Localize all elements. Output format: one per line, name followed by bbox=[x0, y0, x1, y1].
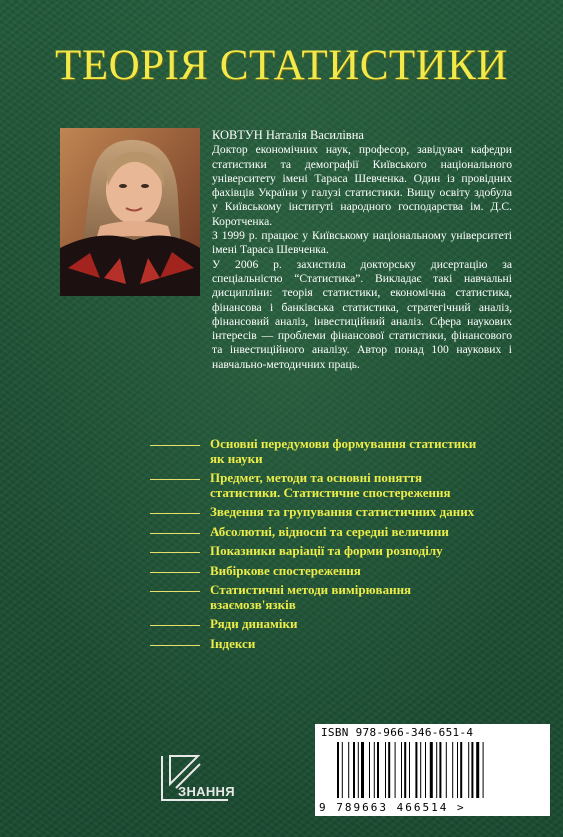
toc-item-text: Абсолютні, відносні та середні величини bbox=[210, 523, 449, 539]
publisher-logo bbox=[158, 748, 258, 804]
barcode-bar bbox=[420, 742, 421, 798]
barcode-bar bbox=[409, 742, 410, 798]
toc-leader-line bbox=[150, 625, 200, 626]
barcode-bar bbox=[457, 742, 458, 798]
barcode-bar bbox=[337, 742, 339, 798]
isbn-barcode-box bbox=[315, 724, 550, 816]
toc-item bbox=[150, 544, 480, 559]
barcode-bar bbox=[483, 742, 484, 798]
toc-item-text: Показники варіації та форми розподілу bbox=[210, 543, 443, 558]
toc-item bbox=[150, 437, 480, 466]
barcode-bar bbox=[385, 742, 386, 798]
toc-item bbox=[150, 583, 480, 612]
book-title: ТЕОРІЯ СТАТИСТИКИ bbox=[55, 42, 508, 89]
toc-item-text: Статистичні методи вимірювання взаємозв'язків bbox=[210, 582, 412, 612]
toc-leader-line bbox=[150, 591, 200, 592]
barcode-bar bbox=[358, 742, 359, 798]
barcode-bar bbox=[361, 742, 364, 798]
author-bio-paragraph: Доктор економічних наук, професор, завідувач кафедри статистики та демографії Київського національного університету імені Тараса Шевченка. Один із провідних фахівців України у галузі статистики. Вищу освіту здобула у Київському інституті народного господарства ім. Д.С. Коротченка. bbox=[212, 143, 512, 228]
author-bio-paragraph: З 1999 р. працює у Київському національному університеті імені Тараса Шевченка. bbox=[212, 229, 512, 257]
barcode-bar bbox=[430, 742, 433, 798]
barcode-bar bbox=[425, 742, 426, 798]
barcode-bar bbox=[476, 742, 479, 798]
toc-item-text: Основні передумови формування статистики як науки bbox=[210, 436, 477, 466]
barcode-bar bbox=[460, 742, 462, 798]
barcode-bar bbox=[353, 742, 355, 798]
toc-item-text: Предмет, методи та основні поняття статистики. Статистичне спостереження bbox=[210, 470, 451, 500]
barcode-bar bbox=[377, 742, 379, 798]
isbn-label: ISBN 978-966-346-651-4 bbox=[321, 726, 474, 739]
barcode-bar bbox=[446, 742, 447, 798]
barcode-image bbox=[333, 742, 533, 800]
barcode-bar bbox=[395, 742, 396, 798]
toc-leader-line bbox=[150, 645, 200, 646]
toc-item-text: Індекси bbox=[210, 635, 256, 651]
author-bio-paragraph: У 2006 р. захистила докторську дисертацію за спеціальністю “Статистика”. Викладає такі навчальні дисципліни: теорія статистики, економічна статистика, фінансова і банківська статистика, стратегічний аналіз, фінансовий аналіз, інвестиційний аналіз. Сфера наукових інтересів — проблеми фінансової статистики, фінансового та інвестиційного аналізу. Автор понад 100 наукових і навчально-методичних праць. bbox=[212, 257, 512, 371]
toc-leader-line bbox=[150, 479, 200, 480]
barcode-bar bbox=[404, 742, 406, 798]
toc-item bbox=[150, 471, 480, 500]
toc-item bbox=[150, 637, 480, 652]
barcode-bar bbox=[342, 742, 343, 798]
table-of-contents bbox=[150, 437, 480, 656]
toc-item bbox=[150, 505, 480, 520]
toc-item bbox=[150, 564, 480, 579]
barcode-bar bbox=[415, 742, 417, 798]
toc-leader-line bbox=[150, 572, 200, 573]
author-biography bbox=[212, 128, 512, 372]
toc-item-text: Зведення та групування статистичних даних bbox=[210, 504, 475, 519]
barcode-bar bbox=[369, 742, 370, 798]
toc-item bbox=[150, 617, 480, 632]
barcode-bar bbox=[374, 742, 375, 798]
toc-leader-line bbox=[150, 445, 200, 446]
barcode-bar bbox=[439, 742, 441, 798]
author-name: КОВТУН Наталія Василівна bbox=[212, 128, 364, 142]
toc-item-text: Вибіркове спостереження bbox=[210, 562, 361, 578]
author-portrait-image bbox=[60, 128, 200, 296]
barcode-bar bbox=[348, 742, 349, 798]
toc-leader-line bbox=[150, 552, 200, 553]
toc-leader-line bbox=[150, 533, 200, 534]
barcode-bar bbox=[436, 742, 437, 798]
barcode-bar bbox=[452, 742, 453, 798]
toc-item-text: Ряди динаміки bbox=[210, 616, 298, 631]
barcode-digits: 9 789663 466514 > bbox=[319, 801, 466, 814]
barcode-bar bbox=[401, 742, 402, 798]
toc-item bbox=[150, 525, 480, 540]
barcode-bar bbox=[471, 742, 473, 798]
barcode-bar bbox=[388, 742, 390, 798]
publisher-name: ЗНАННЯ bbox=[178, 784, 235, 799]
toc-leader-line bbox=[150, 513, 200, 514]
author-photo bbox=[60, 128, 200, 296]
barcode-bar bbox=[468, 742, 469, 798]
